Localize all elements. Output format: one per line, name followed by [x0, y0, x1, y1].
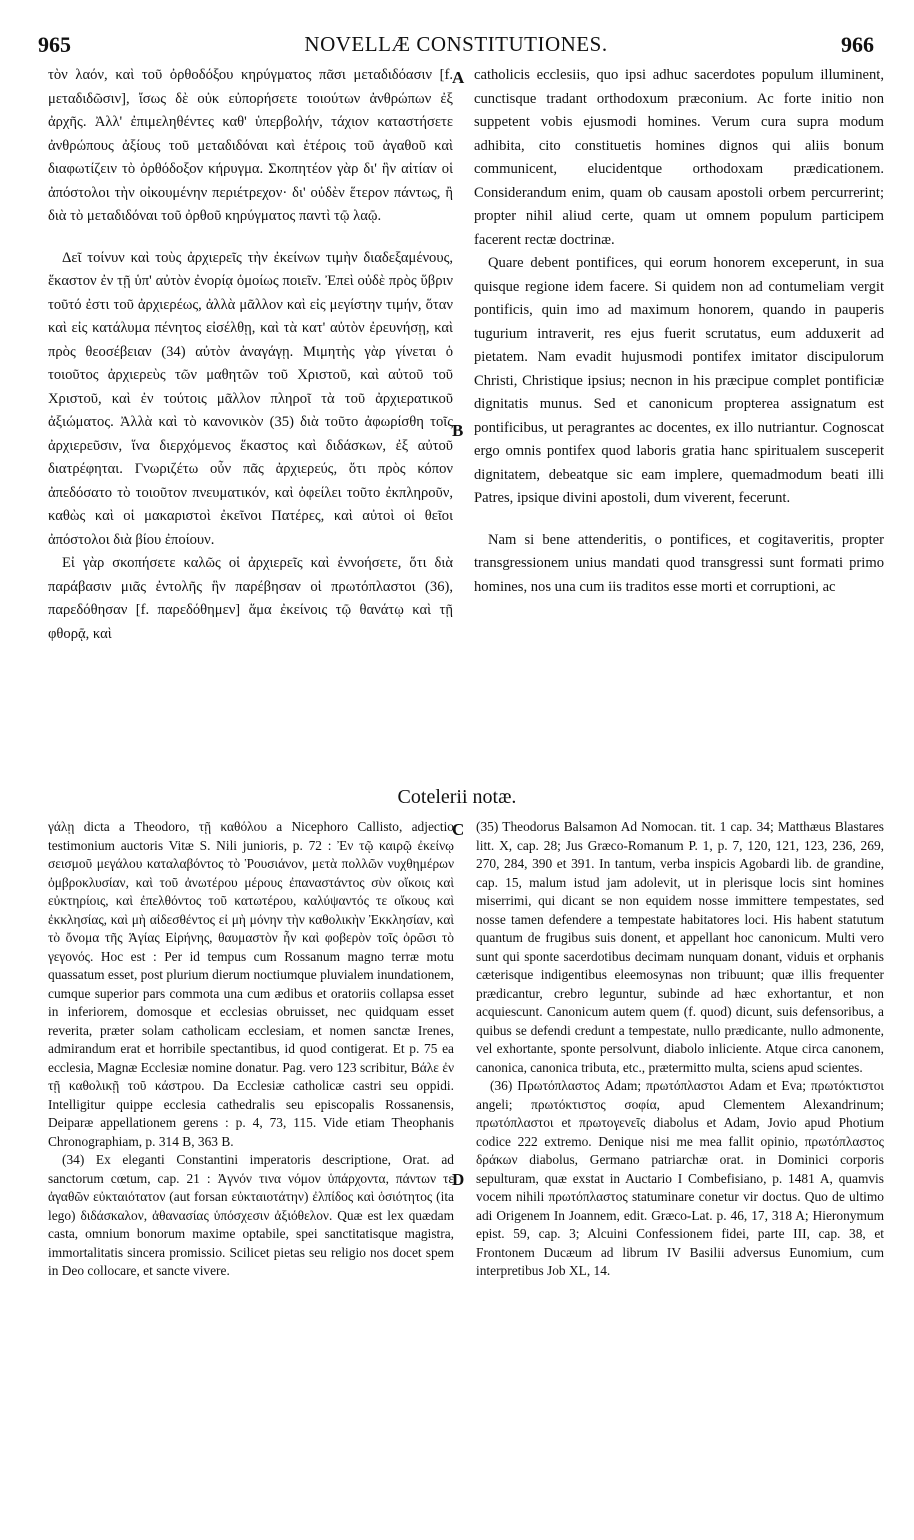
latin-column	[474, 64, 884, 599]
latin-paragraph: Nam si bene attenderitis, o pontifices, et cogitaveritis, propter transgressionem unius mandati quod transgressi sunt formati primo homines, nos una cum iis traditos esse morti et corruptioni, ac	[474, 531, 884, 595]
notes-left-column	[48, 818, 454, 1281]
latin-paragraph: catholicis ecclesiis, quo ipsi adhuc sacerdotes populum illuminent, cunctisque tradant orthodoxum præconium. Ac forte initio non suppetent vobis ejusmodi homines. Verum cura supra modum adhibita, cito constituetis homines dignos qui aliis bonum communicent, elucidentque orthodoxam prædicationem. Considerandum enim, quam ob causam apostoli orbem percurrerint; propter nihil aliud certe, quam ut omnem populum participem facerent rectæ doctrinæ.	[474, 67, 884, 248]
greek-paragraph: Εἰ γὰρ σκοπήσετε καλῶς οἱ ἀρχιερεῖς καὶ ἐννοήσετε, ὅτι διὰ παράβασιν μιᾶς ἐντολῆς ἣν παρέβησαν οἱ πρωτόπλαστοι (36), παρεδόθησαν [f. παρεδόθημεν] ἅμα ἐκείνοις τῷ θανάτῳ καὶ τῇ φθορᾷ, καὶ	[48, 555, 453, 642]
left-page-number: 965	[38, 32, 71, 57]
running-title: NOVELLÆ CONSTITUTIONES.	[304, 32, 608, 56]
note-paragraph: (36) Πρωτόπλαστος Adam; πρωτόπλαστοι Adam et Eva; πρωτόκτιστοι angeli; πρωτόκτιστος σοφία, apud Clementem Alexandrinum; πρωτόπλαστοι et πρωτογενεῖς diabolus et Adam, Jovio apud Photium codice 222 extremo. Denique nisi me mea fallit opinio, πρωτόπλαστος δράκων diabolus, Germano patriarchæ orat. in Dominici corporis sepulturam, quæ exstat in Auctario I Combefisiano, p. 1481 A, quamvis vocem nihili πρωτόπλαστος statuminare conetur vir doctus. Quo de ultimo adi Origenem In Joannem, edit. Græco-Lat. p. 46, 17, 318 A; Hieronymum epist. 59, cap. 3; Alcuini Confessionem fidei, parte III, cap. 38, et Frontonem Ducæum ad librum IV Basilii adversus Eunomium, cum interpretibus Job XL, 14.	[476, 1078, 884, 1278]
note-paragraph: (34) Ex eleganti Constantini imperatoris descriptione, Orat. ad sanctorum cœtum, cap. 21 : Ἀγνόν τινα νόμον ὑπάρχοντα, πάντων τε ἀγαθῶν εὐκταιότατον (aut forsan εὐκταιοτάτην) ἐλπίδος καὶ ὁσιότητος (ita lego) διδάσκαλον, ἀθανασίας ὑπόσχεσιν ἀξιόθελον. Quæ est lex quædam casta, omnium bonorum maxime optabile, spei sanctitatisque magistra, immortalitatis sincera promissio. Scilicet pietas seu religio nos docet spem in Deo collocare, et sancte vivere.	[48, 1152, 454, 1278]
margin-marker-b: B	[452, 421, 464, 440]
margin-marker-c: C	[452, 820, 465, 839]
latin-paragraph: Quare debent pontifices, qui eorum honorem exceperunt, in sua quisque regione idem facere. Si quidem non ad contumeliam vergit pontificis, quin imo ad maximum honorem, quando in pauperis tugurium intraverit, res ejus fuerit scrutatus, eum adduxerit ad pietatem. Nam evadit hujusmodi pontifex imitator discipulorum Christi, Christique ipsius; necnon in his præcipue complet pontificiæ dignitatis munus. Sed et canonicum propterea assignatum est pontificibus, ut peragrantes ac docentes, ex illo nutriantur. Cognoscat ergo omnis pontifex quod laboris gratia hanc spiritualem susceperit dignitatem, debeatque sic eam implere, quemadmodum beati illi Patres, ipsique divini apostoli, dum viverent, fecerunt.	[474, 255, 884, 506]
main-text	[48, 64, 884, 772]
note-paragraph: γάλῃ dicta a Theodoro, τῇ καθόλου a Nicephoro Callisto, adjectio testimonium auctoris Vitæ S. Nili junioris, p. 72 : Ἐν τῷ καιρῷ ἐκείνῳ σεισμοῦ μεγάλου καταλαβόντος τὸ Ῥουσιάνον, μετὰ πολλῶν νυχθημέρων ὀμβροκλυσίαν, καὶ τοῦ ἀνωτέρου μέρους ἐπαναστάντος σὺν οἴκοις καὶ εὐκτηρίοις, καὶ ἐπελθόντος τοῦ κατωτέρου, καλύψαντός τε οἴκους καὶ ἐκκλησίας, καὶ μὴ αἰδεσθέντος εἰ μὴ μόνην τὴν καθολικὴν Ἐκκλησίαν, καὶ τὸ ὄνομα τῆς Ἁγίας Εἰρήνης, θαυμαστὸν ἦν καὶ φοβερὸν τοῖς ὁρῶσι τὸ γεγονός. Hoc est : Per id tempus cum Rossanum magno terræ motu quassatum esset, post plurium dierum noctiumque pluvialem inundationem, cumque superior pars commota una cum ædibus et oratoriis collapsa esset in inferiorem, domosque et ecclesias obruisset, nec quidquam esset reverita, præter solam catholicam ecclesiam, et nomen sanctæ Irenes, admirandum erat et horribile spectantibus, id quod contigerat. Et p. 75 ea ecclesia, Magnæ Ecclesiæ nomine donatur. Pag. vero 123 scribitur, Βάλε ἐν τῇ καθολικῇ τοῦ κάστρου. Da Ecclesiæ catholicæ castri seu oppidi. Intelligitur quippe ecclesia cathedralis seu episcopalis Rossanensis, Deiparæ appellationem gerens : p. 4, 73, 115. Vide etiam Theophanis Chronographiam, p. 314 B, 363 B.	[48, 819, 454, 1149]
notes-title: Cotelerii notæ.	[397, 786, 517, 808]
notes-right-column	[476, 818, 884, 1281]
greek-paragraph: Δεῖ τοίνυν καὶ τοὺς ἀρχιερεῖς τὴν ἐκείνων τιμὴν διαδεξαμένους, ἕκαστον ἐν τῇ ὑπ' αὐτὸν ἐνορίᾳ ὁμοίως ποιεῖν. Ἐπεὶ οὐδὲ πρὸς ὕβριν τοῦτό ἐστι τοῦ ἀρχιερέως, ἀλλὰ μᾶλλον καὶ εἰς μεγίστην τιμήν, ὅταν καὶ εἰς κατάλυμα πένητος εἰσέλθῃ, καὶ τὰ κατ' αὐτὸν ἐρευνήσῃ, καὶ πρὸς θεοσέβειαν (34) αὐτὸν ἀναγάγῃ. Μιμητὴς γὰρ γίνεται ὁ τοιοῦτος ἀρχιερεὺς τῶν μαθητῶν τοῦ Χριστοῦ, καὶ αὐτοῦ τοῦ Χριστοῦ, καὶ ἐν τούτοις μᾶλλον πληροῖ τὰ τοῦ ἀρχιερατικοῦ ἀξιώματος. Ἀλλὰ καὶ τὸ κανονικὸν (35) διὰ τοῦτο ἀφωρίσθη τοῖς ἀρχιερεῦσιν, ἵνα διερχόμενος ἕκαστος καὶ διδάσκων, ἐξ αὐτοῦ διατρέφηται. Γνωριζέτω οὖν πᾶς ἀρχιερεύς, ὅτι πρὸς κόπον ἀπεδόσατο τὸ τοιοῦτον πνευματικόν, καὶ ὀφείλει τοῦτο ἐκπληροῦν, καθὼς καὶ οἱ μακαριστοὶ ἐκεῖνοι Πατέρες, καὶ αὐτοὶ οἱ θεῖοι ἀπόστολοι διὰ βίου ἐποίουν.	[48, 249, 453, 548]
greek-paragraph: τὸν λαόν, καὶ τοῦ ὀρθοδόξου κηρύγματος πᾶσι μεταδιδόασιν [f. μεταδιδῶσιν], ἴσως δὲ οὐκ εὐπορήσετε τοιούτων ἀνθρώπων ἐξ ἀρχῆς. Ἀλλ' ἐπιμεληθέντες καθ' ὑπερβολήν, τάχιον καταστήσετε ἀνθρώπους ἀξίους τοῦ μεταδιδόναι καὶ ἑτέροις τοῦ ἀγαθοῦ καὶ διαφωτίζειν τὸ ὀρθόδοξον κήρυγμα. Σκοπητέον γὰρ δι' ἣν αἰτίαν οἱ ἀπόστολοι τὴν οἰκουμένην περιέτρεχον· δι' οὐδὲν ἕτερον πάντως, ἢ διὰ τὸ μεταδιδόναι τοῦ ὀρθοῦ κηρύγματος παντὶ τῷ λαῷ.	[48, 67, 453, 224]
margin-marker-a: A	[452, 68, 465, 87]
greek-column	[48, 64, 453, 646]
note-paragraph: (35) Theodorus Balsamon Ad Nomocan. tit. 1 cap. 34; Matthæus Blastares litt. X, cap. 28; Jus Græco-Romanum P. 1, p. 7, 120, 121, 123, 236, 269, 270, 284, 390 et 391. In tantum, verba inspicis Agobardi lib. de grandine, cap. 15, malum istud jam adolevit, ut in plerisque locis sint homines miserrimi, qui dicant se non equidem nosse immittere tempestates, sed nosse tamen defendere a tempestate habitatores loci. His habent statutum quantum de frugibus suis donent, et appellant hoc canonicum. Multi vero sunt qui sponte sacerdotibus decimam nunquam donant, viduis et orphanis cæterisque indigentibus eleemosynas non tribuunt; quæ illis frequenter prædicantur, crebro leguntur, subinde ad hæc exhortantur, et non acquiescunt. Canonicum autem quem (f. quod) dicunt, suis defensoribus, a quibus se defendi credunt a tempestate, nullo prædicante, nullo admonente, vel exhortante, sponte persolvunt, diabolo inliciente. Atque circa canonem, canonica, canonica tributa, etc., prætermitto multa, sciens apud scientes.	[476, 819, 884, 1075]
page-header	[38, 32, 874, 60]
margin-marker-d: D	[452, 1170, 465, 1189]
right-page-number: 966	[841, 32, 874, 57]
